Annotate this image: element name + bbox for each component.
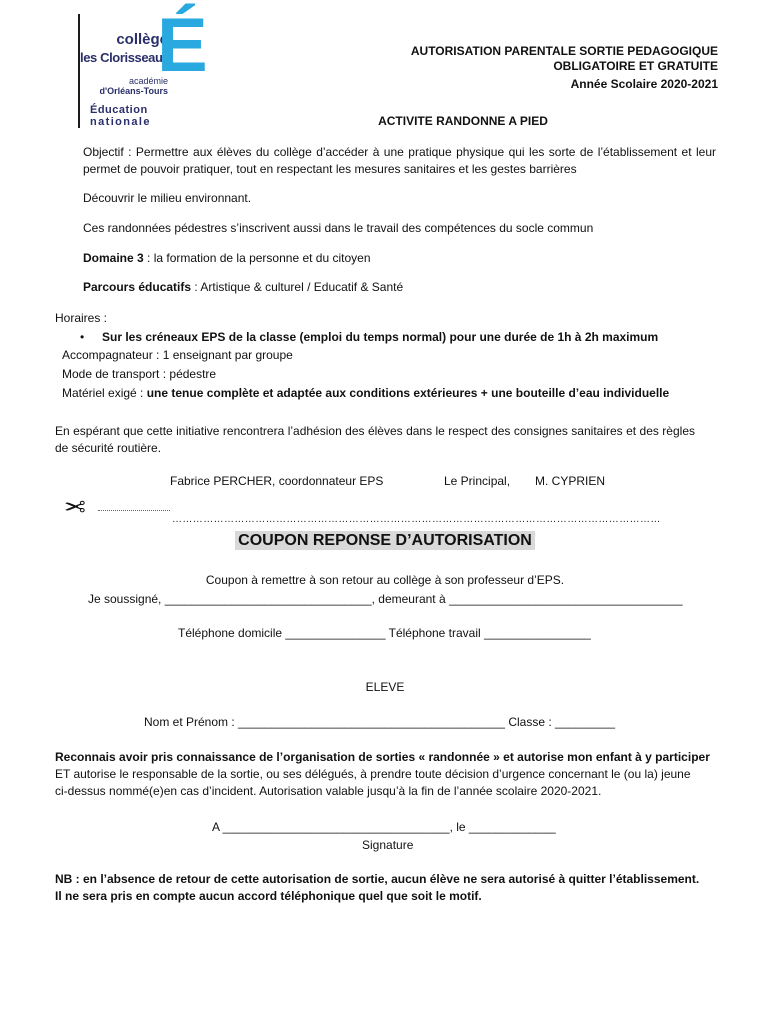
- materiel-line: [62, 386, 669, 401]
- randonnees-text: Ces randonnées pédestres s’inscrivent aussi dans le travail des compétences du socle commun: [83, 221, 594, 235]
- logo-college: collège: [116, 31, 168, 48]
- logo-school-name: les Clorisseaux: [80, 50, 170, 65]
- domaine-text: : la formation de la personne et du citoyen: [143, 251, 371, 265]
- transport-text: Mode de transport : pédestre: [62, 367, 217, 381]
- bullet-icon: •: [80, 330, 85, 344]
- logo-nationale: nationale: [90, 116, 151, 128]
- activity-title: ACTIVITE RANDONNE A PIED: [378, 114, 548, 128]
- materiel-label: Matériel exigé :: [62, 386, 147, 400]
- telephone-field[interactable]: Téléphone domicile _______________ Téléphone travail ________________: [178, 626, 591, 640]
- scissors-icon: ✂: [64, 492, 86, 522]
- domaine-label: Domaine 3: [83, 251, 144, 265]
- header-subtitle: OBLIGATOIRE ET GRATUITE: [553, 59, 718, 73]
- objectif-paragraph: Objectif : Permettre aux élèves du collège d’accéder à une pratique physique qui les sorte de l’établissement et leur permet de pouvoir pratiquer, tout en respectant les mesures sanitaires et les gestes barrières: [83, 145, 716, 176]
- signer-coordinator: Fabrice PERCHER, coordonnateur EPS: [170, 474, 384, 488]
- coupon-title-text: COUPON REPONSE D’AUTORISATION: [235, 531, 535, 550]
- parcours-line: [83, 280, 403, 295]
- signer-principal-name: M. CYPRIEN: [535, 474, 606, 488]
- signer-principal-label: Le Principal,: [444, 474, 511, 488]
- eleve-heading: ELEVE: [365, 680, 405, 694]
- logo-education: Éducation: [90, 104, 148, 116]
- coupon-title: [0, 532, 770, 550]
- horaires-label: Horaires :: [55, 311, 108, 325]
- materiel-text: une tenue complète et adaptée aux conditions extérieures + une bouteille d’eau individuelle: [146, 386, 670, 400]
- nom-prenom-field[interactable]: Nom et Prénom : ________________________________________ Classe : _________: [144, 715, 616, 729]
- soussigne-field[interactable]: Je soussigné, _______________________________, demeurant à ___________________________________: [88, 592, 683, 606]
- autorise-paragraph: ET autorise le responsable de la sortie, ou ses délégués, à prendre toute décision d’urgence concernant le (ou la) jeune ci-dessus nommé(e)en cas d’incident. Autorisation valable jusqu’à la fin de l’année scolaire 2020-2021.: [55, 767, 691, 798]
- accompagnateur-text: Accompagnateur : 1 enseignant par groupe: [62, 348, 293, 362]
- header-year: Année Scolaire 2020-2021: [570, 77, 718, 91]
- reconnais-text: Reconnais avoir pris connaissance de l’organisation de sorties « randonnée » et autorise mon enfant à y participer: [55, 750, 710, 764]
- decouvrir-text: Découvrir le milieu environnant.: [83, 191, 252, 205]
- creneaux-text: Sur les créneaux EPS de la classe (emploi du temps normal) pour une durée de 1h à 2h maximum: [102, 330, 659, 344]
- parcours-text: : Artistique & culturel / Educatif & Santé: [191, 280, 404, 294]
- esperant-paragraph: En espérant que cette initiative rencontrera l’adhésion des élèves dans le respect des consignes sanitaires et des règles de sécurité routière.: [55, 424, 695, 455]
- header-title: AUTORISATION PARENTALE SORTIE PEDAGOGIQUE: [410, 44, 718, 58]
- logo-e-letter: É: [157, 3, 208, 88]
- logo-academie-name: d'Orléans-Tours: [99, 86, 168, 96]
- signature-label: Signature: [362, 838, 414, 852]
- nb-line-1: NB : en l’absence de retour de cette autorisation de sortie, aucun élève ne sera autorisé à quitter l’établissement.: [55, 872, 700, 886]
- domaine-line: [83, 251, 371, 266]
- parcours-label: Parcours éducatifs: [83, 280, 192, 294]
- logo-academie: académie: [128, 76, 168, 86]
- cut-dotted-line: ……………………………………………………………………………………………………………………………: [172, 514, 661, 525]
- cut-line-left: [98, 510, 170, 511]
- lieu-date-field[interactable]: A __________________________________, le _____________: [212, 820, 556, 834]
- nb-line-2: Il ne sera pris en compte aucun accord téléphonique quel que soit le motif.: [55, 889, 482, 903]
- coupon-remettre: Coupon à remettre à son retour au collège à son professeur d’EPS.: [205, 573, 565, 587]
